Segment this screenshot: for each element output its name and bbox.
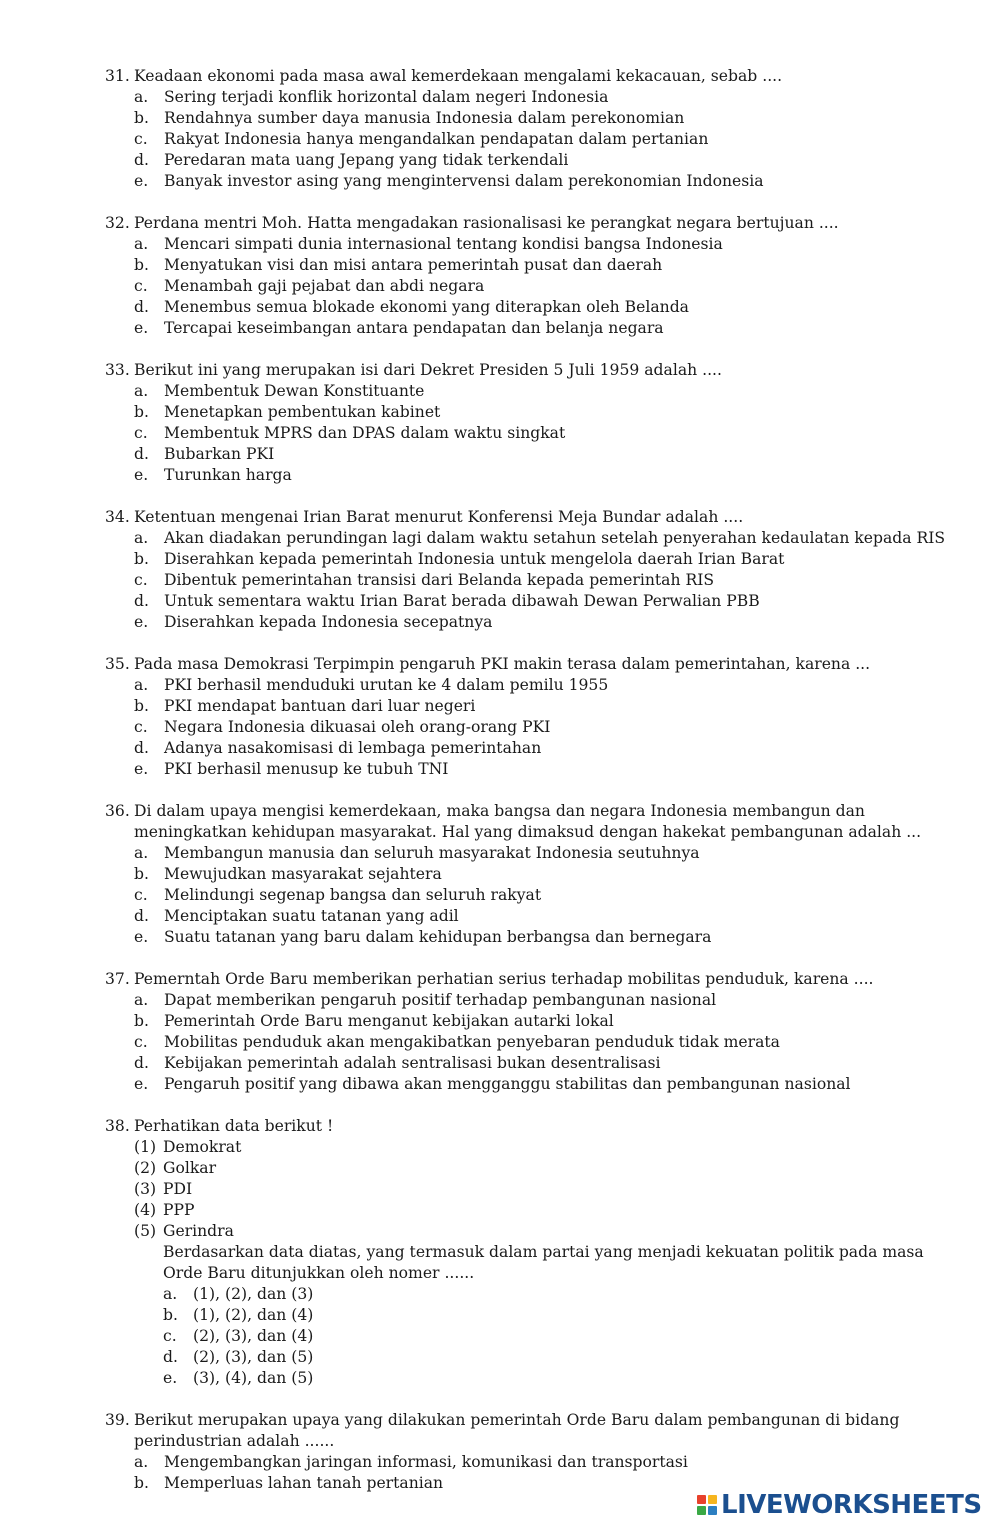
option-label: c. bbox=[134, 886, 148, 904]
question-text: Perdana mentri Moh. Hatta mengadakan rasionalisasi ke perangkat negara bertujuan .... bbox=[134, 214, 839, 232]
logo-square-green bbox=[697, 1506, 706, 1515]
item-label: (3) bbox=[134, 1180, 157, 1198]
answer-option[interactable] bbox=[105, 759, 965, 780]
option-label: c. bbox=[134, 130, 148, 148]
question-32 bbox=[105, 213, 965, 339]
answer-option[interactable] bbox=[105, 1074, 965, 1095]
option-label: a. bbox=[134, 88, 149, 106]
answer-option[interactable] bbox=[105, 843, 965, 864]
item-label: (5) bbox=[134, 1222, 157, 1240]
option-text: Menetapkan pembentukan kabinet bbox=[164, 403, 441, 421]
option-label: b. bbox=[134, 697, 149, 715]
answer-option[interactable] bbox=[105, 423, 965, 444]
option-text: Turunkan harga bbox=[164, 466, 292, 484]
data-item bbox=[105, 1137, 965, 1158]
option-text: Rendahnya sumber daya manusia Indonesia dalam perekonomian bbox=[164, 109, 685, 127]
question-number: 37. bbox=[105, 970, 130, 988]
question-36 bbox=[105, 801, 965, 948]
question-text: Di dalam upaya mengisi kemerdekaan, maka bangsa dan negara Indonesia membangun dan meningkatkan kehidupan masyarakat. Hal yang dimaksud dengan hakekat pembangunan adalah ... bbox=[134, 802, 922, 841]
answer-option[interactable] bbox=[105, 906, 965, 927]
option-label: d. bbox=[134, 739, 149, 757]
option-label: b. bbox=[134, 1012, 149, 1030]
option-label: e. bbox=[134, 172, 149, 190]
question-37 bbox=[105, 969, 965, 1095]
option-label: a. bbox=[134, 382, 149, 400]
option-text: Peredaran mata uang Jepang yang tidak terkendali bbox=[164, 151, 569, 169]
option-label: b. bbox=[134, 550, 149, 568]
worksheet-page bbox=[105, 66, 965, 1515]
question-35 bbox=[105, 654, 965, 780]
answer-option[interactable] bbox=[105, 927, 965, 948]
option-label: b. bbox=[134, 256, 149, 274]
answer-option[interactable] bbox=[105, 108, 965, 129]
answer-option[interactable] bbox=[105, 696, 965, 717]
answer-option[interactable] bbox=[105, 738, 965, 759]
answer-option[interactable] bbox=[105, 255, 965, 276]
question-text: Pada masa Demokrasi Terpimpin pengaruh PKI makin terasa dalam pemerintahan, karena ... bbox=[134, 655, 871, 673]
liveworksheets-logo-icon bbox=[697, 1495, 717, 1515]
option-label: e. bbox=[134, 319, 149, 337]
option-text: Untuk sementara waktu Irian Barat berada dibawah Dewan Perwalian PBB bbox=[164, 592, 760, 610]
data-item bbox=[105, 1179, 965, 1200]
option-text: Negara Indonesia dikuasai oleh orang-orang PKI bbox=[164, 718, 551, 736]
option-label: d. bbox=[134, 151, 149, 169]
option-text: (3), (4), dan (5) bbox=[193, 1369, 314, 1387]
option-text: Pemerintah Orde Baru menganut kebijakan autarki lokal bbox=[164, 1012, 614, 1030]
answer-option[interactable] bbox=[105, 1452, 965, 1473]
option-text: (2), (3), dan (5) bbox=[193, 1348, 314, 1366]
option-label: c. bbox=[163, 1327, 177, 1345]
question-39 bbox=[105, 1410, 965, 1494]
answer-option[interactable] bbox=[105, 1326, 965, 1347]
item-text: PPP bbox=[163, 1201, 195, 1219]
liveworksheets-logo bbox=[697, 1490, 982, 1520]
option-text: Menambah gaji pejabat dan abdi negara bbox=[164, 277, 485, 295]
option-label: a. bbox=[134, 676, 149, 694]
option-label: d. bbox=[134, 907, 149, 925]
question-number: 35. bbox=[105, 655, 130, 673]
answer-option[interactable] bbox=[105, 444, 965, 465]
option-label: a. bbox=[134, 529, 149, 547]
answer-option[interactable] bbox=[105, 1347, 965, 1368]
answer-option[interactable] bbox=[105, 1053, 965, 1074]
answer-option[interactable] bbox=[105, 864, 965, 885]
answer-option[interactable] bbox=[105, 612, 965, 633]
answer-option[interactable] bbox=[105, 1305, 965, 1326]
option-text: Menyatukan visi dan misi antara pemerintah pusat dan daerah bbox=[164, 256, 663, 274]
option-text: Menembus semua blokade ekonomi yang diterapkan oleh Belanda bbox=[164, 298, 689, 316]
answer-option[interactable] bbox=[105, 465, 965, 486]
answer-option[interactable] bbox=[105, 129, 965, 150]
answer-option[interactable] bbox=[105, 381, 965, 402]
item-text: Demokrat bbox=[163, 1138, 242, 1156]
option-text: PKI berhasil menduduki urutan ke 4 dalam pemilu 1955 bbox=[164, 676, 609, 694]
option-text: Melindungi segenap bangsa dan seluruh rakyat bbox=[164, 886, 542, 904]
option-text: Mewujudkan masyarakat sejahtera bbox=[164, 865, 442, 883]
option-label: a. bbox=[134, 1453, 149, 1471]
option-text: Memperluas lahan tanah pertanian bbox=[164, 1474, 444, 1492]
option-text: (1), (2), dan (4) bbox=[193, 1306, 314, 1324]
option-text: Membentuk Dewan Konstituante bbox=[164, 382, 425, 400]
answer-option[interactable] bbox=[105, 276, 965, 297]
question-number: 31. bbox=[105, 67, 130, 85]
option-text: Sering terjadi konflik horizontal dalam negeri Indonesia bbox=[164, 88, 609, 106]
option-label: c. bbox=[134, 571, 148, 589]
answer-option[interactable] bbox=[105, 234, 965, 255]
answer-option[interactable] bbox=[105, 402, 965, 423]
option-label: d. bbox=[134, 1054, 149, 1072]
question-text: Pemerntah Orde Baru memberikan perhatian serius terhadap mobilitas penduduk, karena .... bbox=[134, 970, 874, 988]
answer-option[interactable] bbox=[105, 717, 965, 738]
answer-option[interactable] bbox=[105, 570, 965, 591]
answer-option[interactable] bbox=[105, 1011, 965, 1032]
option-label: c. bbox=[134, 718, 148, 736]
answer-option[interactable] bbox=[105, 528, 965, 549]
option-text: Rakyat Indonesia hanya mengandalkan pendapatan dalam pertanian bbox=[164, 130, 709, 148]
item-label: (1) bbox=[134, 1138, 157, 1156]
option-label: b. bbox=[134, 109, 149, 127]
option-label: e. bbox=[134, 466, 149, 484]
data-item bbox=[105, 1200, 965, 1221]
answer-option[interactable] bbox=[105, 1284, 965, 1305]
option-label: e. bbox=[134, 1075, 149, 1093]
question-number: 36. bbox=[105, 802, 130, 820]
option-text: Akan diadakan perundingan lagi dalam waktu setahun setelah penyerahan kedaulatan kepada RIS bbox=[164, 529, 946, 547]
data-item bbox=[105, 1221, 965, 1242]
option-label: b. bbox=[134, 403, 149, 421]
option-text: Bubarkan PKI bbox=[164, 445, 275, 463]
question-stem: Berdasarkan data diatas, yang termasuk dalam partai yang menjadi kekuatan politik pada masa Orde Baru ditunjukkan oleh nomer ...... bbox=[163, 1243, 924, 1282]
option-text: Menciptakan suatu tatanan yang adil bbox=[164, 907, 459, 925]
question-number: 38. bbox=[105, 1117, 130, 1135]
answer-option[interactable] bbox=[105, 591, 965, 612]
item-text: PDI bbox=[163, 1180, 193, 1198]
option-label: b. bbox=[163, 1306, 178, 1324]
answer-option[interactable] bbox=[105, 318, 965, 339]
question-number: 34. bbox=[105, 508, 130, 526]
option-text: Dibentuk pemerintahan transisi dari Belanda kepada pemerintah RIS bbox=[164, 571, 715, 589]
question-number: 33. bbox=[105, 361, 130, 379]
option-label: d. bbox=[134, 298, 149, 316]
option-text: Mengembangkan jaringan informasi, komunikasi dan transportasi bbox=[164, 1453, 688, 1471]
option-text: Pengaruh positif yang dibawa akan mengganggu stabilitas dan pembangunan nasional bbox=[164, 1075, 851, 1093]
option-label: b. bbox=[134, 1474, 149, 1492]
question-text: Ketentuan mengenai Irian Barat menurut Konferensi Meja Bundar adalah .... bbox=[134, 508, 744, 526]
answer-option[interactable] bbox=[105, 171, 965, 192]
answer-option[interactable] bbox=[105, 150, 965, 171]
option-label: b. bbox=[134, 865, 149, 883]
option-text: Adanya nasakomisasi di lembaga pemerintahan bbox=[164, 739, 542, 757]
item-text: Golkar bbox=[163, 1159, 217, 1177]
liveworksheets-logo-text: LIVEWORKSHEETS bbox=[721, 1489, 982, 1520]
option-label: a. bbox=[134, 235, 149, 253]
option-text: Dapat memberikan pengaruh positif terhadap pembangunan nasional bbox=[164, 991, 717, 1009]
option-label: c. bbox=[134, 424, 148, 442]
answer-option[interactable] bbox=[105, 885, 965, 906]
option-text: Membentuk MPRS dan DPAS dalam waktu singkat bbox=[164, 424, 566, 442]
logo-square-yellow bbox=[708, 1495, 717, 1504]
question-text: Berikut ini yang merupakan isi dari Dekret Presiden 5 Juli 1959 adalah .... bbox=[134, 361, 722, 379]
option-text: Tercapai keseimbangan antara pendapatan dan belanja negara bbox=[164, 319, 664, 337]
option-label: d. bbox=[134, 445, 149, 463]
option-label: c. bbox=[134, 1033, 148, 1051]
option-label: e. bbox=[134, 928, 149, 946]
data-item bbox=[105, 1158, 965, 1179]
option-text: Banyak investor asing yang mengintervensi dalam perekonomian Indonesia bbox=[164, 172, 764, 190]
answer-option[interactable] bbox=[105, 675, 965, 696]
option-text: Kebijakan pemerintah adalah sentralisasi bukan desentralisasi bbox=[164, 1054, 661, 1072]
question-31 bbox=[105, 66, 965, 192]
option-label: c. bbox=[134, 277, 148, 295]
option-text: (1), (2), dan (3) bbox=[193, 1285, 314, 1303]
option-text: Diserahkan kepada Indonesia secepatnya bbox=[164, 613, 493, 631]
question-38 bbox=[105, 1116, 965, 1389]
option-label: e. bbox=[134, 613, 149, 631]
answer-option[interactable] bbox=[105, 87, 965, 108]
option-text: Mobilitas penduduk akan mengakibatkan penyebaran penduduk tidak merata bbox=[164, 1033, 780, 1051]
option-text: PKI berhasil menusup ke tubuh TNI bbox=[164, 760, 449, 778]
option-text: Diserahkan kepada pemerintah Indonesia untuk mengelola daerah Irian Barat bbox=[164, 550, 785, 568]
item-label: (4) bbox=[134, 1201, 157, 1219]
option-label: e. bbox=[163, 1369, 178, 1387]
option-text: Suatu tatanan yang baru dalam kehidupan berbangsa dan bernegara bbox=[164, 928, 712, 946]
option-label: d. bbox=[134, 592, 149, 610]
logo-square-blue bbox=[708, 1506, 717, 1515]
item-label: (2) bbox=[134, 1159, 157, 1177]
question-34 bbox=[105, 507, 965, 633]
answer-option[interactable] bbox=[105, 1368, 965, 1389]
option-label: e. bbox=[134, 760, 149, 778]
question-number: 32. bbox=[105, 214, 130, 232]
question-text: Keadaan ekonomi pada masa awal kemerdekaan mengalami kekacauan, sebab .... bbox=[134, 67, 783, 85]
question-number: 39. bbox=[105, 1411, 130, 1429]
logo-square-red bbox=[697, 1495, 706, 1504]
answer-option[interactable] bbox=[105, 1032, 965, 1053]
question-33 bbox=[105, 360, 965, 486]
option-label: a. bbox=[134, 844, 149, 862]
option-text: PKI mendapat bantuan dari luar negeri bbox=[164, 697, 476, 715]
option-label: d. bbox=[163, 1348, 178, 1366]
answer-option[interactable] bbox=[105, 549, 965, 570]
option-text: (2), (3), dan (4) bbox=[193, 1327, 314, 1345]
answer-option[interactable] bbox=[105, 297, 965, 318]
item-text: Gerindra bbox=[163, 1222, 234, 1240]
answer-option[interactable] bbox=[105, 990, 965, 1011]
question-text: Berikut merupakan upaya yang dilakukan pemerintah Orde Baru dalam pembangunan di bidang perindustrian adalah ...... bbox=[134, 1411, 900, 1450]
option-label: a. bbox=[163, 1285, 178, 1303]
question-text: Perhatikan data berikut ! bbox=[134, 1117, 334, 1135]
option-label: a. bbox=[134, 991, 149, 1009]
option-text: Mencari simpati dunia internasional tentang kondisi bangsa Indonesia bbox=[164, 235, 723, 253]
option-text: Membangun manusia dan seluruh masyarakat Indonesia seutuhnya bbox=[164, 844, 700, 862]
